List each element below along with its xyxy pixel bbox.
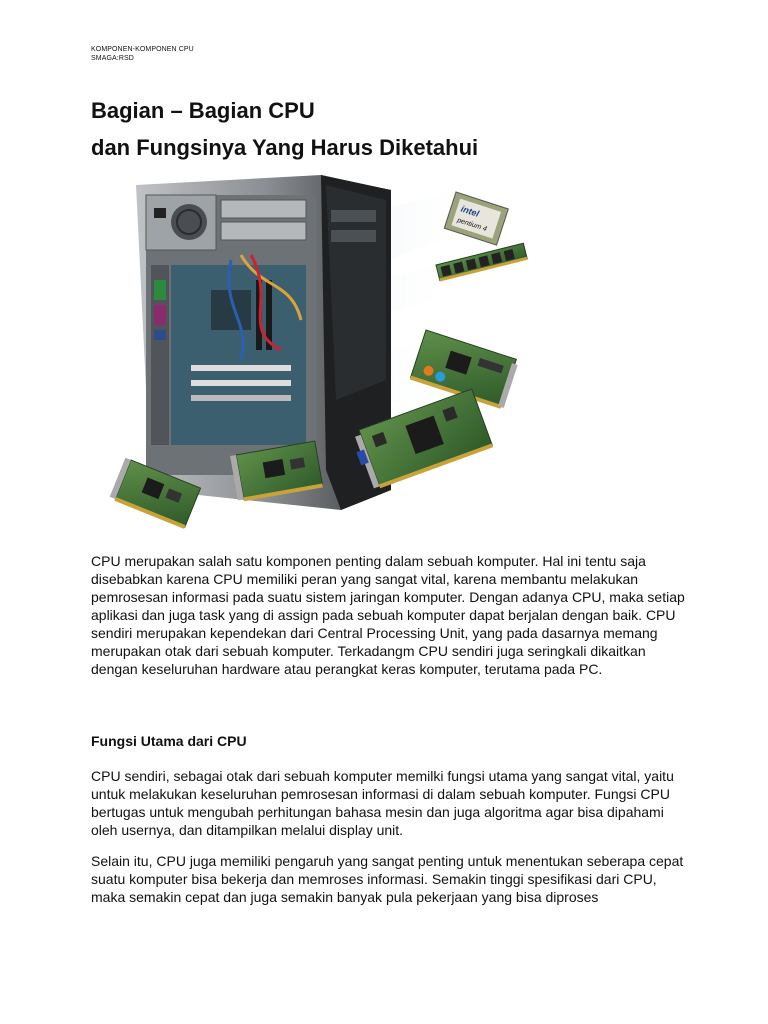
title-line-1: Bagian – Bagian CPU — [91, 98, 315, 123]
chip-label: pentium 4 — [456, 216, 488, 234]
header-line-2: SMAGA:RSD — [91, 55, 134, 62]
chip-brand: intel — [459, 203, 481, 219]
header-line-1: KOMPONEN-KOMPONEN CPU — [91, 46, 194, 53]
ram-module — [436, 243, 527, 281]
document-header — [91, 45, 194, 63]
section-heading: Fungsi Utama dari CPU — [91, 733, 247, 749]
title-line-2: dan Fungsinya Yang Harus Diketahui — [91, 135, 479, 160]
processor-chip — [444, 192, 508, 245]
intro-paragraph: CPU merupakan salah satu komponen penting dalam sebuah komputer. Hal ini tentu saja disebabkan karena CPU memiliki peran yang sangat vital, karena membantu melakukan pemrosesan informasi pada suatu sistem jaringan komputer. Dengan adanya CPU, maka setiap aplikasi dan juga task yang di assign pada sebuah komputer dapat berjalan dengan baik. CPU sendiri merupakan kependekan dari Central Processing Unit, yang pada dasarnya memang merupakan otak dari sebuah komputer. Terkadangm CPU sendiri juga seringkali dikaitkan dengan keseluruhan hardware atau perangkat keras komputer, terutama pada PC. — [91, 553, 685, 677]
influence-paragraph: Selain itu, CPU juga memiliki pengaruh yang sangat penting untuk menentukan seberapa cepat suatu komputer bisa bekerja dan memroses informasi. Semakin tinggi spesifikasi dari CPU, maka semakin cepat dan juga semakin banyak pula pekerjaan yang bisa diproses — [91, 853, 684, 905]
page-title — [91, 92, 478, 166]
cpu-components-illustration — [91, 170, 533, 538]
function-paragraph: CPU sendiri, sebagai otak dari sebuah komputer memilki fungsi utama yang sangat vital, yaitu untuk melakukan keseluruhan pemrosesan informasi di dalam sebuah komputer. Fungsi CPU bertugas untuk mengubah perhitungan bahasa mesin dan juga algoritma agar bisa dipahami oleh usernya, dan ditampilkan melalui display unit. — [91, 768, 674, 838]
